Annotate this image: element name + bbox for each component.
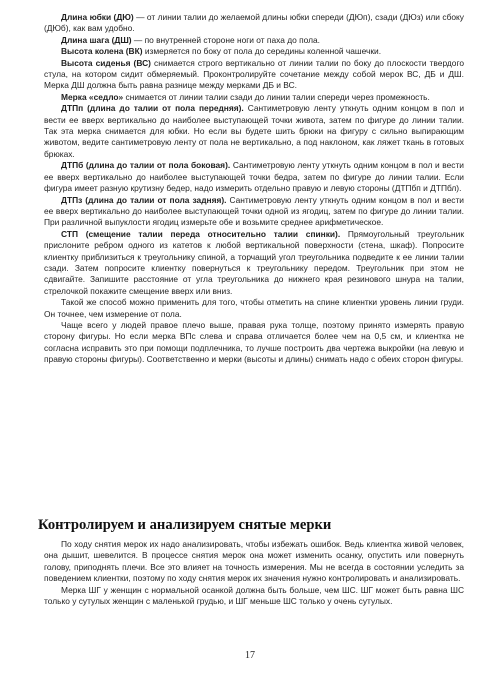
page-number: 17 [245,650,255,661]
paragraph [44,58,464,92]
paragraph [44,297,464,320]
paragraph [44,195,464,229]
paragraph [44,585,464,608]
term: ДТПз (длина до талии от пола задняя). [61,194,227,205]
paragraph-text: Сантиметровую ленту уткнуть одним концом в пол и вести ее вверх вертикально до наиболее выступающей точки бедра, затем по фигуре до линии талии. Если фигура имеет разную крутизну бедер, надо измерить отдельно правую и левую стороны (ДТПбп и ДТПбл). [44,160,464,194]
paragraph [44,103,464,160]
paragraph-text: Сантиметровую ленту уткнуть одним концом в пол и вести ее вверх вертикально до наиболее выступающей точки одной из ягодиц, затем по фигуре до линии талии. При различной выпуклости ягодиц измерьте обе и возьмите среднее арифметическое. [44,194,464,228]
paragraph [44,12,464,35]
term: Длина юбки (ДЮ) [61,12,134,22]
term: Мерка «седло» [61,91,124,102]
paragraph [44,160,464,194]
paragraph [44,320,464,366]
paragraph-text: Прямоугольный треугольник прислоните ребром одного из катетов к любой вертикальной поверхности (стена, шкаф). Попросите клиентку приблизиться к треугольнику спиной, а торчащий угол треугольника подведите к ее линии талии сзади. Затем попросите клиентку повернуться к треугольнику передом. Треугольник при этом не сдвигайте. Запишите расстояние от угла треугольника до нижнего края резинового шнура на талии, стрелочкой покажите смещение вверх или вниз. [44,228,464,296]
paragraph [44,46,464,57]
term: Высота колена (ВК) [61,46,143,57]
paragraph-text: Сантиметровую ленту уткнуть одним концом в пол и вести ее вверх вертикально до наиболее выступающей точки живота, затем по фигуре до линии талии. Так эта мерка снимается для юбки. Но если вы будете шить брюки на фигуру с сильно выпирающим животом, ведите сантиметровую ленту от пола не вертикально, а под наклоном, как ляжет ткань в готовых брюках. [44,103,464,159]
term: ДТПб (длина до талии от пола боковая). [61,160,231,171]
term: Высота сиденья (ВС) [61,57,151,68]
paragraph [44,92,464,103]
paragraph-text: измеряется по боку от пола до середины коленной чашечки. [142,46,382,57]
paragraph-text: снимается от линии талии сзади до линии талии спереди через промежность. [123,91,430,102]
body-text-top [44,12,464,366]
paragraph-text: — по внутренней стороне ноги от паха до пола. [131,34,320,45]
paragraph [44,229,464,297]
paragraph-text: Чаще всего у людей правое плечо выше, правая рука толще, поэтому принято измерять правую сторону фигуры. Но если мерка ВПс слева и справа отличается более чем на 0,5 см, и клиентка не согласна исправить это при помощи подплечника, то лучше построить два чертежа выкройки (на левую и правую стороны фигуры). Соответственно и мерки (высоты и длины) снимать надо с обеих сторон фигуры. [44,319,464,365]
paragraph-text: Такой же способ можно применить для того, чтобы отметить на спине клиентки уровень линии груди. Он точнее, чем измерение от пола. [44,297,464,319]
term: Длина шага (ДШ) [61,34,132,45]
paragraph [44,35,464,46]
paragraph-text: снимается строго вертикально от линии талии по боку до плоскости твердого стула, на котором сидит обмеряемый. Проконтролируйте сочетание между собой мерок ВС, ДБ и ДШ. Мерка ДШ должна быть равна разнице между мерками ДБ и ВС. [44,57,464,91]
body-text-bottom [44,539,464,607]
paragraph-text: — от линии талии до желаемой длины юбки спереди (ДЮп), сзади (ДЮз) или сбоку (ДЮб), как вам удобно. [44,12,464,34]
term: СТП (смещение талии переда относительно талии спинки). [61,228,341,239]
term: ДТПп (длина до талии от пола передняя). [61,103,244,114]
paragraph [44,539,464,585]
paragraph-text: По ходу снятия мерок их надо анализировать, чтобы избежать ошибок. Ведь клиентка живой человек, она дышит, шевелится. В процессе снятия мерок она может изменить осанку, опустить или повернуть голову, приподнять плечи. Все это влияет на точность измерения. Мы не всегда в состоянии уследить за поведением клиентки, поэтому по ходу снятия мерок их значения нужно контролировать и анализировать. [44,539,464,584]
section-heading: Контролируем и анализируем снятые мерки [38,517,332,533]
paragraph-text: Мерка ШГ у женщин с нормальной осанкой должна быть больше, чем ШС. ШГ может быть равна ШС только у сутулых женщин с маленькой грудью, и ШГ меньше ШС только у очень сутулых. [44,584,464,607]
